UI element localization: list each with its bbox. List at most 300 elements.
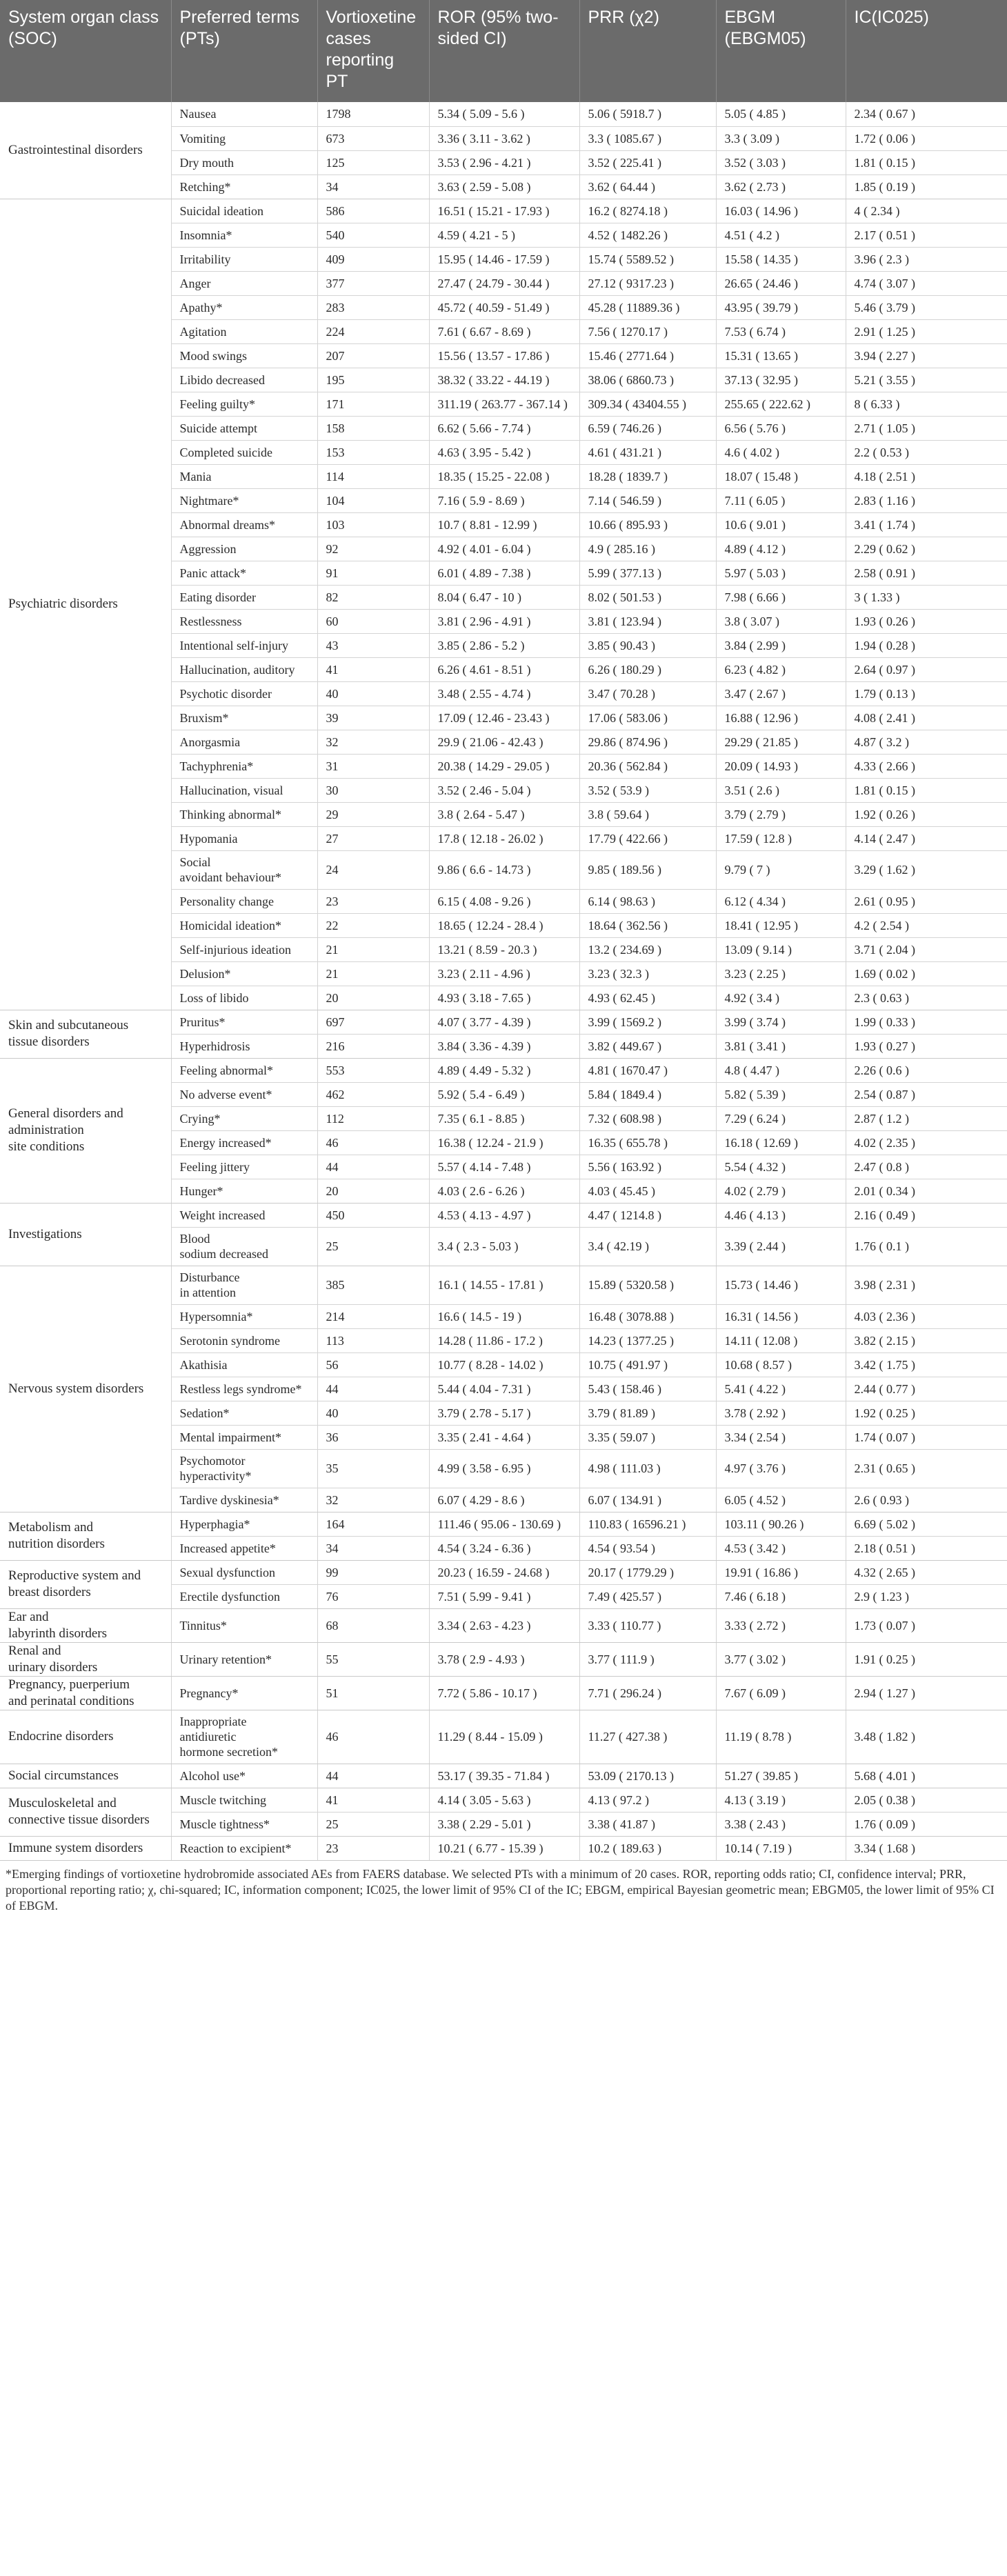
prr-cell: 45.28 ( 11889.36 ) [579, 295, 716, 319]
ebgm-cell: 7.67 ( 6.09 ) [716, 1676, 846, 1710]
ebgm-cell: 7.46 ( 6.18 ) [716, 1584, 846, 1608]
preferred-term-cell: Mania [171, 464, 317, 488]
ic-cell: 3.29 ( 1.62 ) [846, 850, 1007, 889]
cases-cell: 44 [317, 1764, 429, 1788]
ebgm-cell: 3.33 ( 2.72 ) [716, 1608, 846, 1642]
prr-cell: 6.14 ( 98.63 ) [579, 889, 716, 913]
ic-cell: 2.26 ( 0.6 ) [846, 1058, 1007, 1082]
cases-cell: 20 [317, 986, 429, 1010]
cases-cell: 29 [317, 802, 429, 826]
preferred-term-cell: Feeling jittery [171, 1155, 317, 1179]
table-row [0, 1836, 1007, 1860]
prr-cell: 5.43 ( 158.46 ) [579, 1377, 716, 1401]
ic-cell: 4.02 ( 2.35 ) [846, 1130, 1007, 1155]
table-row [0, 199, 1007, 223]
ic-cell: 2.3 ( 0.63 ) [846, 986, 1007, 1010]
ror-cell: 4.03 ( 2.6 - 6.26 ) [429, 1179, 579, 1203]
preferred-term-cell: Dry mouth [171, 150, 317, 174]
ebgm-cell: 4.92 ( 3.4 ) [716, 986, 846, 1010]
ic-cell: 1.91 ( 0.25 ) [846, 1642, 1007, 1676]
table-body [0, 102, 1007, 1860]
ic-cell: 2.9 ( 1.23 ) [846, 1584, 1007, 1608]
prr-cell: 7.71 ( 296.24 ) [579, 1676, 716, 1710]
prr-cell: 15.46 ( 2771.64 ) [579, 343, 716, 368]
cases-cell: 114 [317, 464, 429, 488]
ebgm-cell: 26.65 ( 24.46 ) [716, 271, 846, 295]
header-ebgm: EBGM (EBGM05) [716, 0, 846, 102]
preferred-term-cell: Irritability [171, 247, 317, 271]
soc-cell: Psychiatric disorders [0, 199, 171, 1010]
ebgm-cell: 7.29 ( 6.24 ) [716, 1106, 846, 1130]
table-row [0, 1560, 1007, 1584]
ebgm-cell: 3.84 ( 2.99 ) [716, 633, 846, 657]
cases-cell: 125 [317, 150, 429, 174]
prr-cell: 4.81 ( 1670.47 ) [579, 1058, 716, 1082]
prr-cell: 17.79 ( 422.66 ) [579, 826, 716, 850]
cases-cell: 43 [317, 633, 429, 657]
ebgm-cell: 16.88 ( 12.96 ) [716, 706, 846, 730]
preferred-term-cell: Personality change [171, 889, 317, 913]
prr-cell: 3.38 ( 41.87 ) [579, 1812, 716, 1836]
cases-cell: 377 [317, 271, 429, 295]
preferred-term-cell: Completed suicide [171, 440, 317, 464]
cases-cell: 40 [317, 681, 429, 706]
ror-cell: 20.38 ( 14.29 - 29.05 ) [429, 754, 579, 778]
ebgm-cell: 4.02 ( 2.79 ) [716, 1179, 846, 1203]
ror-cell: 45.72 ( 40.59 - 51.49 ) [429, 295, 579, 319]
cases-cell: 25 [317, 1227, 429, 1266]
prr-cell: 309.34 ( 43404.55 ) [579, 392, 716, 416]
ror-cell: 10.21 ( 6.77 - 15.39 ) [429, 1836, 579, 1860]
ebgm-cell: 3.78 ( 2.92 ) [716, 1401, 846, 1425]
ror-cell: 29.9 ( 21.06 - 42.43 ) [429, 730, 579, 754]
cases-cell: 462 [317, 1082, 429, 1106]
ebgm-cell: 5.05 ( 4.85 ) [716, 102, 846, 126]
prr-cell: 4.61 ( 431.21 ) [579, 440, 716, 464]
prr-cell: 3.52 ( 225.41 ) [579, 150, 716, 174]
ebgm-cell: 13.09 ( 9.14 ) [716, 937, 846, 961]
prr-cell: 5.84 ( 1849.4 ) [579, 1082, 716, 1106]
ic-cell: 2.31 ( 0.65 ) [846, 1449, 1007, 1488]
cases-cell: 21 [317, 937, 429, 961]
prr-cell: 7.56 ( 1270.17 ) [579, 319, 716, 343]
ror-cell: 3.23 ( 2.11 - 4.96 ) [429, 961, 579, 986]
prr-cell: 7.32 ( 608.98 ) [579, 1106, 716, 1130]
preferred-term-cell: Blood sodium decreased [171, 1227, 317, 1266]
prr-cell: 20.36 ( 562.84 ) [579, 754, 716, 778]
cases-cell: 23 [317, 889, 429, 913]
ic-cell: 3.94 ( 2.27 ) [846, 343, 1007, 368]
table-row [0, 1710, 1007, 1764]
ror-cell: 7.51 ( 5.99 - 9.41 ) [429, 1584, 579, 1608]
preferred-term-cell: Psychotic disorder [171, 681, 317, 706]
ror-cell: 4.54 ( 3.24 - 6.36 ) [429, 1536, 579, 1560]
ebgm-cell: 5.54 ( 4.32 ) [716, 1155, 846, 1179]
preferred-term-cell: Disturbance in attention [171, 1266, 317, 1304]
prr-cell: 3.35 ( 59.07 ) [579, 1425, 716, 1449]
cases-cell: 68 [317, 1608, 429, 1642]
preferred-term-cell: Weight increased [171, 1203, 317, 1227]
cases-cell: 112 [317, 1106, 429, 1130]
ror-cell: 3.8 ( 2.64 - 5.47 ) [429, 802, 579, 826]
prr-cell: 4.03 ( 45.45 ) [579, 1179, 716, 1203]
prr-cell: 9.85 ( 189.56 ) [579, 850, 716, 889]
ror-cell: 10.7 ( 8.81 - 12.99 ) [429, 512, 579, 537]
preferred-term-cell: Vomiting [171, 126, 317, 150]
preferred-term-cell: Urinary retention* [171, 1642, 317, 1676]
ic-cell: 4.32 ( 2.65 ) [846, 1560, 1007, 1584]
ic-cell: 2.61 ( 0.95 ) [846, 889, 1007, 913]
ebgm-cell: 7.98 ( 6.66 ) [716, 585, 846, 609]
ebgm-cell: 19.91 ( 16.86 ) [716, 1560, 846, 1584]
preferred-term-cell: Energy increased* [171, 1130, 317, 1155]
preferred-term-cell: Feeling guilty* [171, 392, 317, 416]
preferred-term-cell: Hunger* [171, 1179, 317, 1203]
cases-cell: 195 [317, 368, 429, 392]
ror-cell: 111.46 ( 95.06 - 130.69 ) [429, 1512, 579, 1536]
ebgm-cell: 10.14 ( 7.19 ) [716, 1836, 846, 1860]
ic-cell: 3.96 ( 2.3 ) [846, 247, 1007, 271]
cases-cell: 586 [317, 199, 429, 223]
prr-cell: 4.47 ( 1214.8 ) [579, 1203, 716, 1227]
ic-cell: 1.81 ( 0.15 ) [846, 150, 1007, 174]
ic-cell: 2.58 ( 0.91 ) [846, 561, 1007, 585]
cases-cell: 41 [317, 657, 429, 681]
soc-cell: Immune system disorders [0, 1836, 171, 1860]
cases-cell: 23 [317, 1836, 429, 1860]
preferred-term-cell: Abnormal dreams* [171, 512, 317, 537]
table-row [0, 1512, 1007, 1536]
cases-cell: 214 [317, 1304, 429, 1328]
ic-cell: 2.71 ( 1.05 ) [846, 416, 1007, 440]
ic-cell: 1.85 ( 0.19 ) [846, 174, 1007, 199]
ebgm-cell: 3.34 ( 2.54 ) [716, 1425, 846, 1449]
ebgm-cell: 6.05 ( 4.52 ) [716, 1488, 846, 1512]
ebgm-cell: 16.18 ( 12.69 ) [716, 1130, 846, 1155]
ebgm-cell: 3.77 ( 3.02 ) [716, 1642, 846, 1676]
ebgm-cell: 3.23 ( 2.25 ) [716, 961, 846, 986]
soc-cell: Skin and subcutaneous tissue disorders [0, 1010, 171, 1058]
ror-cell: 3.81 ( 2.96 - 4.91 ) [429, 609, 579, 633]
prr-cell: 6.26 ( 180.29 ) [579, 657, 716, 681]
preferred-term-cell: Social avoidant behaviour* [171, 850, 317, 889]
table-row [0, 1058, 1007, 1082]
ic-cell: 3.48 ( 1.82 ) [846, 1710, 1007, 1764]
prr-cell: 3.47 ( 70.28 ) [579, 681, 716, 706]
ror-cell: 4.07 ( 3.77 - 4.39 ) [429, 1010, 579, 1034]
ror-cell: 27.47 ( 24.79 - 30.44 ) [429, 271, 579, 295]
ic-cell: 3.42 ( 1.75 ) [846, 1352, 1007, 1377]
ic-cell: 3.71 ( 2.04 ) [846, 937, 1007, 961]
header-cases: Vortioxetine cases reporting PT [317, 0, 429, 102]
table-footnote: *Emerging findings of vortioxetine hydrobromide associated AEs from FAERS database. We selected PTs with a minimum of 20 cases. ROR, reporting odds ratio; CI, confidence interval; PRR, proportional reporting ratio; χ, chi-squared; IC, information component; IC025, the lower limit of 95% CI of the IC; EBGM, empirical Bayesian geometric mean; EBGM05, the lower limit of 95% CI of EBGM. [6, 1866, 995, 1913]
cases-cell: 76 [317, 1584, 429, 1608]
ic-cell: 3.41 ( 1.74 ) [846, 512, 1007, 537]
cases-cell: 207 [317, 343, 429, 368]
soc-cell: Reproductive system and breast disorders [0, 1560, 171, 1608]
prr-cell: 15.74 ( 5589.52 ) [579, 247, 716, 271]
ror-cell: 311.19 ( 263.77 - 367.14 ) [429, 392, 579, 416]
ror-cell: 3.35 ( 2.41 - 4.64 ) [429, 1425, 579, 1449]
ror-cell: 4.53 ( 4.13 - 4.97 ) [429, 1203, 579, 1227]
preferred-term-cell: Anger [171, 271, 317, 295]
cases-cell: 60 [317, 609, 429, 633]
cases-cell: 409 [317, 247, 429, 271]
cases-cell: 553 [317, 1058, 429, 1082]
ic-cell: 1.79 ( 0.13 ) [846, 681, 1007, 706]
preferred-term-cell: Hyperphagia* [171, 1512, 317, 1536]
ic-cell: 1.72 ( 0.06 ) [846, 126, 1007, 150]
ror-cell: 3.85 ( 2.86 - 5.2 ) [429, 633, 579, 657]
ror-cell: 3.79 ( 2.78 - 5.17 ) [429, 1401, 579, 1425]
prr-cell: 3.4 ( 42.19 ) [579, 1227, 716, 1266]
preferred-term-cell: Reaction to excipient* [171, 1836, 317, 1860]
cases-cell: 46 [317, 1710, 429, 1764]
prr-cell: 3.77 ( 111.9 ) [579, 1642, 716, 1676]
ic-cell: 2.16 ( 0.49 ) [846, 1203, 1007, 1227]
cases-cell: 32 [317, 1488, 429, 1512]
ebgm-cell: 6.23 ( 4.82 ) [716, 657, 846, 681]
preferred-term-cell: Bruxism* [171, 706, 317, 730]
preferred-term-cell: Nausea [171, 102, 317, 126]
cases-cell: 91 [317, 561, 429, 585]
preferred-term-cell: Mood swings [171, 343, 317, 368]
ic-cell: 1.99 ( 0.33 ) [846, 1010, 1007, 1034]
ic-cell: 4.74 ( 3.07 ) [846, 271, 1007, 295]
ebgm-cell: 3.47 ( 2.67 ) [716, 681, 846, 706]
table-row [0, 1608, 1007, 1642]
cases-cell: 44 [317, 1155, 429, 1179]
ror-cell: 3.78 ( 2.9 - 4.93 ) [429, 1642, 579, 1676]
ebgm-cell: 3.39 ( 2.44 ) [716, 1227, 846, 1266]
preferred-term-cell: Sedation* [171, 1401, 317, 1425]
soc-cell: Nervous system disorders [0, 1266, 171, 1512]
preferred-term-cell: Akathisia [171, 1352, 317, 1377]
ic-cell: 5.21 ( 3.55 ) [846, 368, 1007, 392]
prr-cell: 17.06 ( 583.06 ) [579, 706, 716, 730]
cases-cell: 32 [317, 730, 429, 754]
ebgm-cell: 9.79 ( 7 ) [716, 850, 846, 889]
cases-cell: 31 [317, 754, 429, 778]
preferred-term-cell: Loss of libido [171, 986, 317, 1010]
ror-cell: 5.34 ( 5.09 - 5.6 ) [429, 102, 579, 126]
ebgm-cell: 4.6 ( 4.02 ) [716, 440, 846, 464]
ror-cell: 20.23 ( 16.59 - 24.68 ) [429, 1560, 579, 1584]
ror-cell: 16.1 ( 14.55 - 17.81 ) [429, 1266, 579, 1304]
prr-cell: 14.23 ( 1377.25 ) [579, 1328, 716, 1352]
ebgm-cell: 5.97 ( 5.03 ) [716, 561, 846, 585]
table-row [0, 1764, 1007, 1788]
preferred-term-cell: Muscle twitching [171, 1788, 317, 1812]
ic-cell: 1.92 ( 0.25 ) [846, 1401, 1007, 1425]
cases-cell: 55 [317, 1642, 429, 1676]
cases-cell: 21 [317, 961, 429, 986]
preferred-term-cell: No adverse event* [171, 1082, 317, 1106]
preferred-term-cell: Tachyphrenia* [171, 754, 317, 778]
ebgm-cell: 4.46 ( 4.13 ) [716, 1203, 846, 1227]
ror-cell: 7.72 ( 5.86 - 10.17 ) [429, 1676, 579, 1710]
ic-cell: 1.76 ( 0.1 ) [846, 1227, 1007, 1266]
prr-cell: 8.02 ( 501.53 ) [579, 585, 716, 609]
ror-cell: 5.44 ( 4.04 - 7.31 ) [429, 1377, 579, 1401]
ebgm-cell: 103.11 ( 90.26 ) [716, 1512, 846, 1536]
header-soc: System organ class (SOC) [0, 0, 171, 102]
cases-cell: 41 [317, 1788, 429, 1812]
ic-cell: 2.94 ( 1.27 ) [846, 1676, 1007, 1710]
preferred-term-cell: Restless legs syndrome* [171, 1377, 317, 1401]
cases-cell: 36 [317, 1425, 429, 1449]
ic-cell: 1.92 ( 0.26 ) [846, 802, 1007, 826]
table-row [0, 1788, 1007, 1812]
cases-cell: 25 [317, 1812, 429, 1836]
ic-cell: 4.18 ( 2.51 ) [846, 464, 1007, 488]
preferred-term-cell: Suicide attempt [171, 416, 317, 440]
cases-cell: 39 [317, 706, 429, 730]
header-pt: Preferred terms (PTs) [171, 0, 317, 102]
cases-cell: 46 [317, 1130, 429, 1155]
soc-cell: Metabolism and nutrition disorders [0, 1512, 171, 1560]
preferred-term-cell: Intentional self-injury [171, 633, 317, 657]
prr-cell: 5.56 ( 163.92 ) [579, 1155, 716, 1179]
cases-cell: 20 [317, 1179, 429, 1203]
preferred-term-cell: Eating disorder [171, 585, 317, 609]
cases-cell: 450 [317, 1203, 429, 1227]
ic-cell: 1.93 ( 0.26 ) [846, 609, 1007, 633]
ror-cell: 4.59 ( 4.21 - 5 ) [429, 223, 579, 247]
cases-cell: 34 [317, 174, 429, 199]
ror-cell: 16.51 ( 15.21 - 17.93 ) [429, 199, 579, 223]
prr-cell: 16.48 ( 3078.88 ) [579, 1304, 716, 1328]
preferred-term-cell: Panic attack* [171, 561, 317, 585]
prr-cell: 5.99 ( 377.13 ) [579, 561, 716, 585]
ebgm-cell: 4.53 ( 3.42 ) [716, 1536, 846, 1560]
preferred-term-cell: Pregnancy* [171, 1676, 317, 1710]
ror-cell: 3.4 ( 2.3 - 5.03 ) [429, 1227, 579, 1266]
ic-cell: 2.05 ( 0.38 ) [846, 1788, 1007, 1812]
ror-cell: 18.65 ( 12.24 - 28.4 ) [429, 913, 579, 937]
ic-cell: 1.94 ( 0.28 ) [846, 633, 1007, 657]
cases-cell: 164 [317, 1512, 429, 1536]
ror-cell: 3.36 ( 3.11 - 3.62 ) [429, 126, 579, 150]
preferred-term-cell: Crying* [171, 1106, 317, 1130]
prr-cell: 29.86 ( 874.96 ) [579, 730, 716, 754]
preferred-term-cell: Restlessness [171, 609, 317, 633]
prr-cell: 3.52 ( 53.9 ) [579, 778, 716, 802]
ror-cell: 3.52 ( 2.46 - 5.04 ) [429, 778, 579, 802]
ic-cell: 2.87 ( 1.2 ) [846, 1106, 1007, 1130]
ic-cell: 2.2 ( 0.53 ) [846, 440, 1007, 464]
ic-cell: 2.64 ( 0.97 ) [846, 657, 1007, 681]
preferred-term-cell: Erectile dysfunction [171, 1584, 317, 1608]
table-row [0, 102, 1007, 126]
prr-cell: 3.99 ( 1569.2 ) [579, 1010, 716, 1034]
preferred-term-cell: Self-injurious ideation [171, 937, 317, 961]
prr-cell: 5.06 ( 5918.7 ) [579, 102, 716, 126]
ebgm-cell: 16.03 ( 14.96 ) [716, 199, 846, 223]
prr-cell: 4.93 ( 62.45 ) [579, 986, 716, 1010]
prr-cell: 18.64 ( 362.56 ) [579, 913, 716, 937]
ror-cell: 4.63 ( 3.95 - 5.42 ) [429, 440, 579, 464]
preferred-term-cell: Apathy* [171, 295, 317, 319]
ror-cell: 7.61 ( 6.67 - 8.69 ) [429, 319, 579, 343]
ebgm-cell: 5.41 ( 4.22 ) [716, 1377, 846, 1401]
ror-cell: 3.53 ( 2.96 - 4.21 ) [429, 150, 579, 174]
ic-cell: 1.74 ( 0.07 ) [846, 1425, 1007, 1449]
cases-cell: 99 [317, 1560, 429, 1584]
ic-cell: 2.44 ( 0.77 ) [846, 1377, 1007, 1401]
ic-cell: 1.69 ( 0.02 ) [846, 961, 1007, 986]
prr-cell: 3.81 ( 123.94 ) [579, 609, 716, 633]
prr-cell: 6.07 ( 134.91 ) [579, 1488, 716, 1512]
prr-cell: 10.75 ( 491.97 ) [579, 1352, 716, 1377]
ror-cell: 6.07 ( 4.29 - 8.6 ) [429, 1488, 579, 1512]
ic-cell: 4.87 ( 3.2 ) [846, 730, 1007, 754]
ror-cell: 4.92 ( 4.01 - 6.04 ) [429, 537, 579, 561]
table-row [0, 1203, 1007, 1227]
cases-cell: 34 [317, 1536, 429, 1560]
ror-cell: 6.26 ( 4.61 - 8.51 ) [429, 657, 579, 681]
ror-cell: 8.04 ( 6.47 - 10 ) [429, 585, 579, 609]
prr-cell: 4.54 ( 93.54 ) [579, 1536, 716, 1560]
ebgm-cell: 15.31 ( 13.65 ) [716, 343, 846, 368]
ebgm-cell: 7.11 ( 6.05 ) [716, 488, 846, 512]
ebgm-cell: 3.3 ( 3.09 ) [716, 126, 846, 150]
ebgm-cell: 15.58 ( 14.35 ) [716, 247, 846, 271]
preferred-term-cell: Feeling abnormal* [171, 1058, 317, 1082]
ror-cell: 17.8 ( 12.18 - 26.02 ) [429, 826, 579, 850]
prr-cell: 110.83 ( 16596.21 ) [579, 1512, 716, 1536]
ror-cell: 7.35 ( 6.1 - 8.85 ) [429, 1106, 579, 1130]
prr-cell: 38.06 ( 6860.73 ) [579, 368, 716, 392]
ic-cell: 1.93 ( 0.27 ) [846, 1034, 1007, 1058]
ror-cell: 3.34 ( 2.63 - 4.23 ) [429, 1608, 579, 1642]
ic-cell: 6.69 ( 5.02 ) [846, 1512, 1007, 1536]
preferred-term-cell: Agitation [171, 319, 317, 343]
prr-cell: 3.85 ( 90.43 ) [579, 633, 716, 657]
prr-cell: 4.52 ( 1482.26 ) [579, 223, 716, 247]
ror-cell: 15.56 ( 13.57 - 17.86 ) [429, 343, 579, 368]
cases-cell: 385 [317, 1266, 429, 1304]
prr-cell: 6.59 ( 746.26 ) [579, 416, 716, 440]
ebgm-cell: 18.41 ( 12.95 ) [716, 913, 846, 937]
ic-cell: 4 ( 2.34 ) [846, 199, 1007, 223]
ror-cell: 13.21 ( 8.59 - 20.3 ) [429, 937, 579, 961]
soc-cell: Endocrine disorders [0, 1710, 171, 1764]
prr-cell: 18.28 ( 1839.7 ) [579, 464, 716, 488]
preferred-term-cell: Thinking abnormal* [171, 802, 317, 826]
prr-cell: 3.62 ( 64.44 ) [579, 174, 716, 199]
ror-cell: 9.86 ( 6.6 - 14.73 ) [429, 850, 579, 889]
preferred-term-cell: Mental impairment* [171, 1425, 317, 1449]
ic-cell: 5.68 ( 4.01 ) [846, 1764, 1007, 1788]
preferred-term-cell: Psychomotor hyperactivity* [171, 1449, 317, 1488]
cases-cell: 22 [317, 913, 429, 937]
ebgm-cell: 3.99 ( 3.74 ) [716, 1010, 846, 1034]
ic-cell: 4.03 ( 2.36 ) [846, 1304, 1007, 1328]
ebgm-cell: 4.8 ( 4.47 ) [716, 1058, 846, 1082]
preferred-term-cell: Pruritus* [171, 1010, 317, 1034]
ebgm-cell: 3.38 ( 2.43 ) [716, 1812, 846, 1836]
table-header [0, 0, 1007, 102]
ebgm-cell: 17.59 ( 12.8 ) [716, 826, 846, 850]
ic-cell: 2.34 ( 0.67 ) [846, 102, 1007, 126]
prr-cell: 3.33 ( 110.77 ) [579, 1608, 716, 1642]
prr-cell: 3.82 ( 449.67 ) [579, 1034, 716, 1058]
ebgm-cell: 4.89 ( 4.12 ) [716, 537, 846, 561]
ic-cell: 1.81 ( 0.15 ) [846, 778, 1007, 802]
ic-cell: 1.76 ( 0.09 ) [846, 1812, 1007, 1836]
ebgm-cell: 5.82 ( 5.39 ) [716, 1082, 846, 1106]
